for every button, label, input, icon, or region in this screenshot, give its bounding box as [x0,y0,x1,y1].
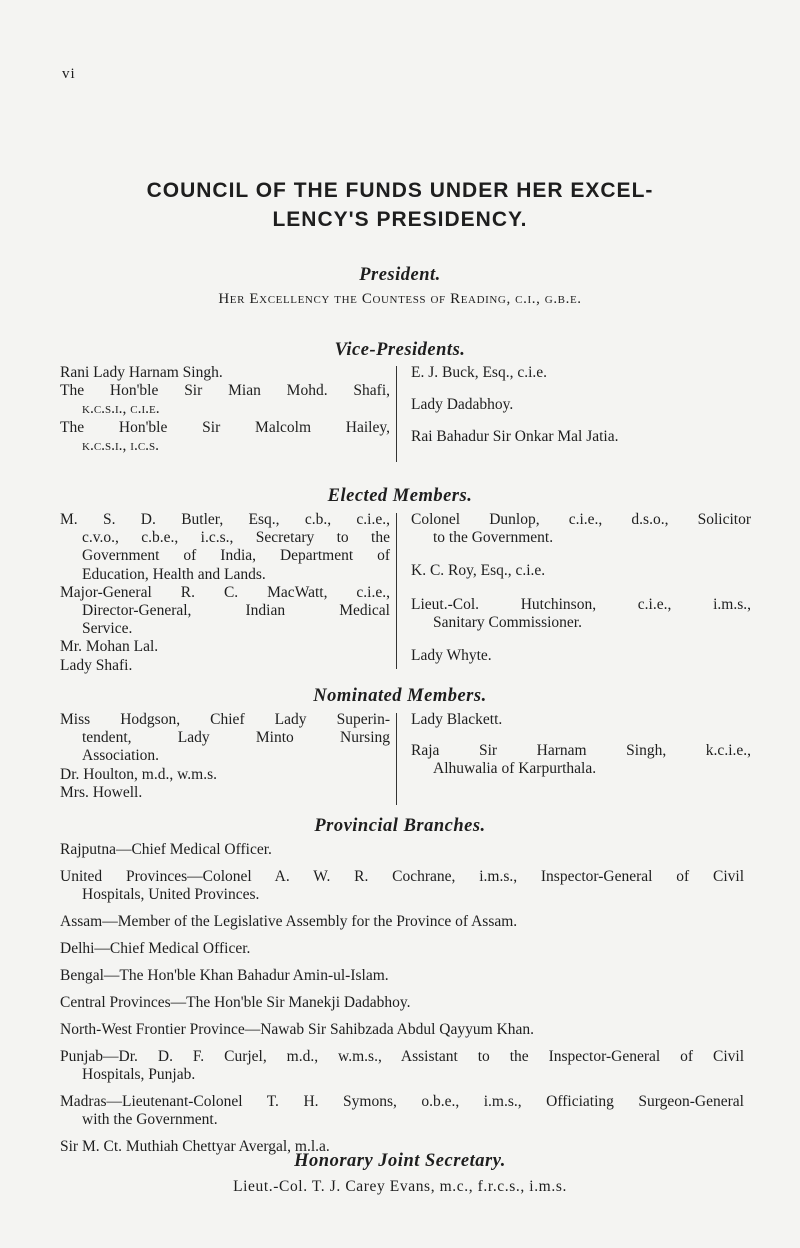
vp-left-line: k.c.s.i., i.c.s. [82,436,160,454]
elected-right-line: Sanitary Commissioner. [433,613,582,631]
president-name: Her Excellency the Countess of Reading, c.i., g.b.e. [218,291,582,307]
elected-left-line: Major-General R. C. MacWatt, c.i.e., [60,583,390,601]
vp-left-line: Rani Lady Harnam Singh. [60,364,223,381]
elected-right-line: K. C. Roy, Esq., c.i.e. [411,562,546,580]
vp-left-line: The Hon'ble Sir Mian Mohd. Shafi, [60,382,390,400]
branch-entry [60,841,744,859]
vice-presidents-heading: Vice-Presidents. [334,340,466,360]
nominated-left-line: Association. [82,747,160,765]
branch-entry [60,940,744,958]
branch-entry [60,868,744,904]
title-line-2: LENCY'S PRESIDENCY. [272,208,528,231]
nominated-left-line: Mrs. Howell. [60,783,143,801]
elected-left-line: Education, Health and Lands. [82,565,266,583]
branch-entry [60,1093,744,1129]
vp-right-line: Rai Bahadur Sir Onkar Mal Jatia. [411,428,619,446]
vp-right-line: E. J. Buck, Esq., c.i.e. [411,364,548,381]
elected-left-line: M. S. D. Butler, Esq., c.b., c.i.e., [60,511,390,528]
branch-entry [60,913,744,931]
branch-text: Madras—Lieutenant-Colonel T. H. Symons, o.b.e., i.m.s., Officiating Surgeon-General [60,1093,744,1110]
elected-right-line: Lieut.-Col. Hutchinson, c.i.e., i.m.s., [411,595,751,613]
document-title [0,176,800,234]
nominated-left-line: Dr. Houlton, m.d., w.m.s. [60,765,218,783]
vice-presidents-right-column [411,364,751,447]
elected-left-line: Service. [82,620,133,638]
elected-members-heading: Elected Members. [327,486,473,506]
elected-left-line: c.v.o., c.b.e., i.c.s., Secretary to the [82,529,390,547]
branch-text: Punjab—Dr. D. F. Curjel, m.d., w.m.s., Assistant to the Inspector-General of Civil [60,1048,744,1065]
nominated-members-right-column [411,711,751,779]
nominated-left-line: tendent, Lady Minto Nursing [82,729,390,747]
nominated-right-line: Raja Sir Harnam Singh, k.c.i.e., [411,742,751,760]
vp-left-line: The Hon'ble Sir Malcolm Hailey, [60,418,390,436]
vice-presidents-left-column [60,364,390,455]
elected-left-line: Mr. Mohan Lal. [60,638,159,656]
branch-text-continued: Hospitals, United Provinces. [82,886,260,903]
branch-entry [60,1048,744,1084]
branch-entry [60,994,744,1012]
nominated-left-line: Miss Hodgson, Chief Lady Superin- [60,711,390,728]
branch-text: North-West Frontier Province—Nawab Sir Sahibzada Abdul Qayyum Khan. [60,1021,534,1038]
elected-right-line: Colonel Dunlop, c.i.e., d.s.o., Solicitor [411,511,751,528]
branch-text: United Provinces—Colonel A. W. R. Cochrane, i.m.s., Inspector-General of Civil [60,868,744,885]
branch-text: Sir M. Ct. Muthiah Chettyar Avergal, m.l.a. [60,1138,330,1155]
elected-left-line: Lady Shafi. [60,656,133,674]
nominated-right-line: Lady Blackett. [411,711,503,728]
elected-right-line: to the Government. [433,529,554,547]
branch-text-continued: with the Government. [82,1111,218,1128]
vp-left-line: k.c.s.i., c.i.e. [82,400,160,418]
branch-entry [60,1021,744,1039]
branch-text-continued: Hospitals, Punjab. [82,1066,196,1083]
elected-members-left-column [60,511,390,675]
honorary-secretary-name: Lieut.-Col. T. J. Carey Evans, m.c., f.r.c.s., i.m.s. [233,1178,567,1195]
nominated-members-left-column [60,711,390,802]
column-divider [396,513,397,669]
branch-entry [60,967,744,985]
branch-text: Rajputna—Chief Medical Officer. [60,841,272,858]
nominated-right-line: Alhuwalia of Karpurthala. [433,760,597,778]
branch-text: Assam—Member of the Legislative Assembly for the Province of Assam. [60,913,518,930]
provincial-branches-heading: Provincial Branches. [314,816,486,836]
honorary-secretary-heading: Honorary Joint Secretary. [294,1151,506,1171]
provincial-branches-list [60,841,744,1156]
elected-right-line: Lady Whyte. [411,647,492,665]
title-line-1: COUNCIL OF THE FUNDS UNDER HER EXCEL- [146,179,654,202]
vp-right-line: Lady Dadabhoy. [411,396,514,414]
branch-text: Bengal—The Hon'ble Khan Bahadur Amin-ul-Islam. [60,967,389,984]
branch-text: Delhi—Chief Medical Officer. [60,940,251,957]
elected-left-line: Director-General, Indian Medical [82,602,390,620]
branch-text: Central Provinces—The Hon'ble Sir Manekji Dadabhoy. [60,994,411,1011]
elected-members-right-column [411,511,751,665]
page-number: vi [62,66,76,82]
nominated-members-heading: Nominated Members. [313,686,487,706]
elected-left-line: Government of India, Department of [82,547,390,565]
president-heading: President. [359,265,441,285]
column-divider [396,713,397,805]
column-divider [396,366,397,462]
